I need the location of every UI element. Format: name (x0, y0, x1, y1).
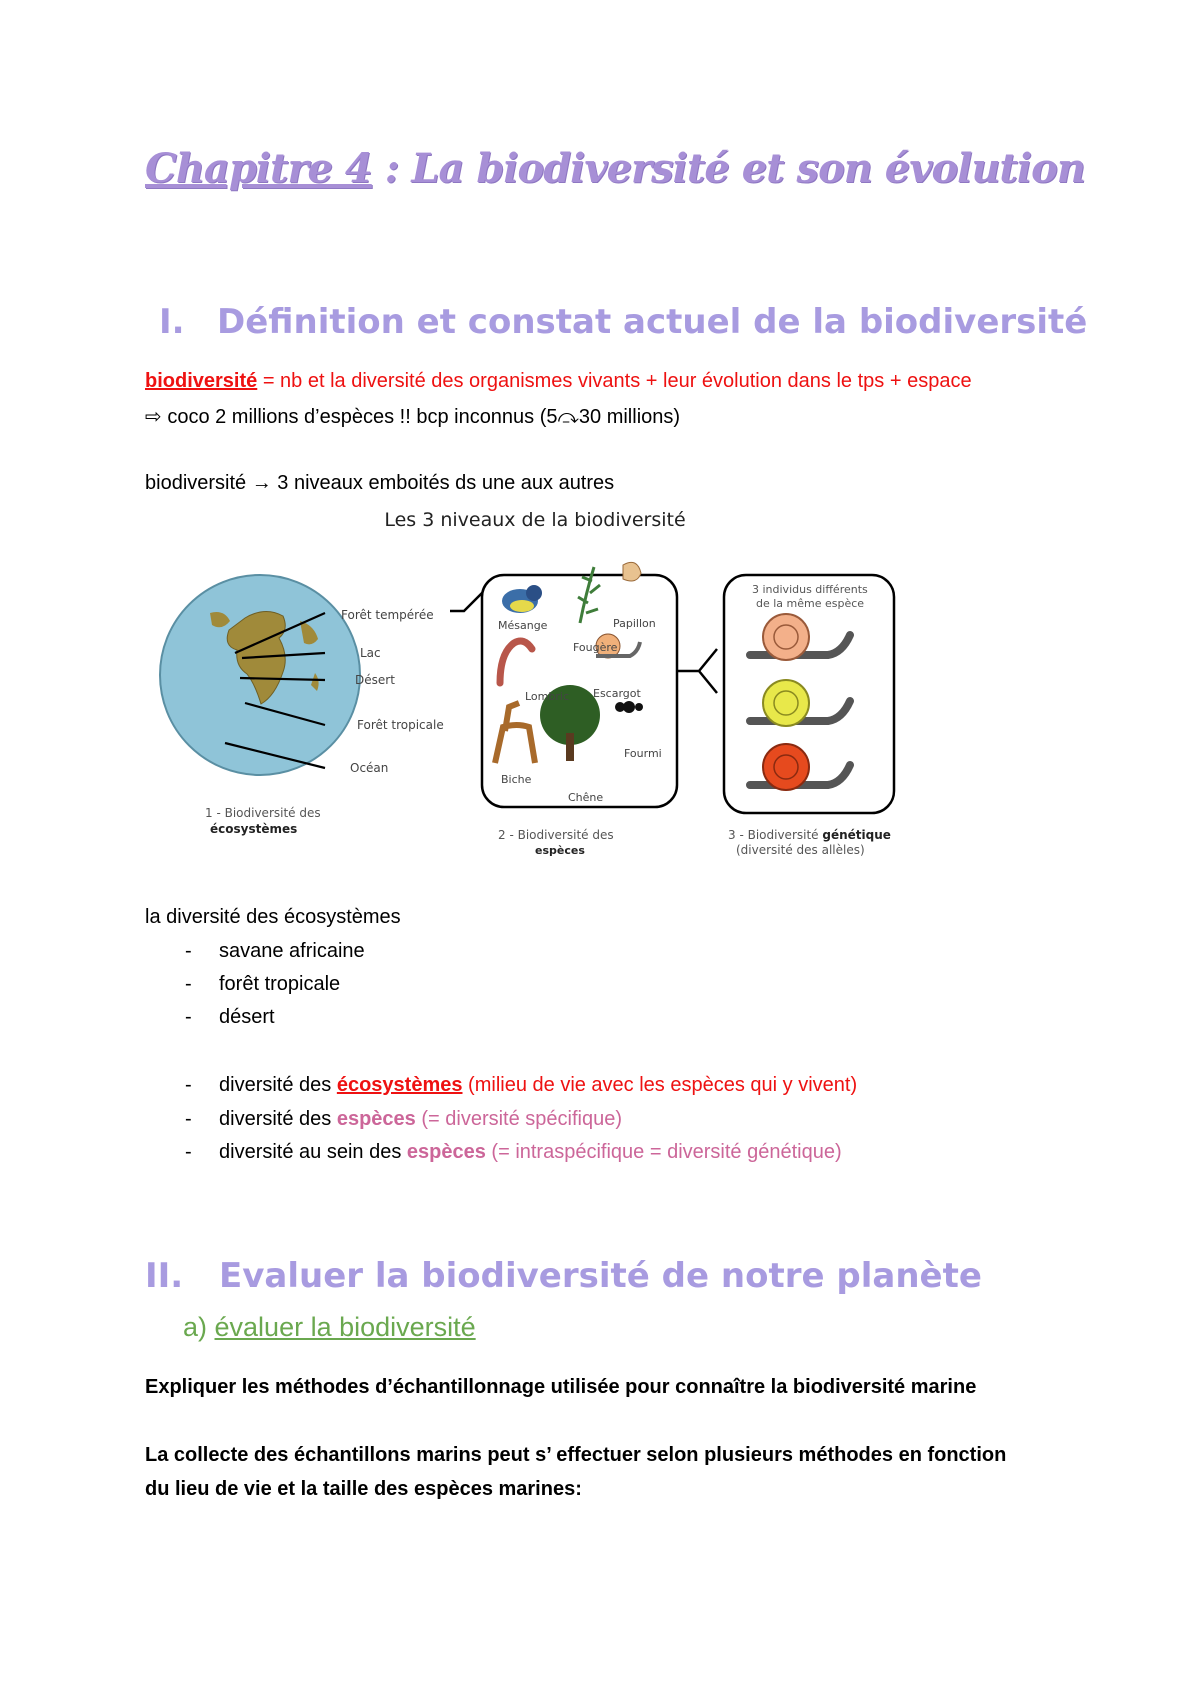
biodiversity-levels-figure (150, 503, 920, 863)
figure-title: Les 3 niveaux de la biodiversité (384, 509, 686, 531)
caption-3-line-1 (728, 828, 891, 842)
level-item-species: - diversité des espèces (= diversité spécifique) (185, 1108, 623, 1130)
species-label-6: Fourmi (624, 747, 662, 760)
species-label-5: Biche (501, 773, 532, 786)
ecosystems-heading: la diversité des écosystèmes (145, 906, 401, 928)
species-label-2: Fougère (573, 641, 618, 654)
genetic-box (724, 575, 894, 813)
level-detail: (= intraspécifique = diversité génétique) (485, 1141, 842, 1163)
chapter-subtitle: : La biodiversité et son évolution (371, 145, 1085, 192)
ecosystem-item: - désert (185, 1006, 275, 1028)
ecosystem-item: - forêt tropicale (185, 973, 341, 995)
paragraph-collection-line-2: du lieu de vie et la taille des espèces marines: (145, 1478, 582, 1500)
globe-label-2: Désert (355, 673, 395, 687)
species-count-line: ⇨ coco 2 millions d’espèces !! bcp inconnus (5⤼30 millions) (145, 406, 681, 428)
chapter-title (145, 145, 1085, 192)
globe-label-1: Lac (360, 646, 381, 660)
level-keyword: espèces (336, 1108, 416, 1130)
section-1-heading (145, 302, 1087, 342)
subsection-a-heading (183, 1312, 476, 1343)
species-label-3: Lombric (525, 690, 569, 703)
species-label-1: Papillon (613, 617, 656, 630)
caption-3-line-2: (diversité des allèles) (736, 843, 865, 857)
definition-term: biodiversité (145, 370, 258, 392)
globe-label-4: Océan (350, 761, 389, 775)
snail-header-2: de la même espèce (756, 597, 865, 610)
paragraph-collection-line-1: La collecte des échantillons marins peut s’ effectuer selon plusieurs méthodes en fonction (145, 1444, 1007, 1466)
caption-3-line-1-b: génétique (822, 828, 891, 842)
caption-1-line-2: écosystèmes (210, 822, 298, 836)
paragraph-methods: Expliquer les méthodes d’échantillonnage utilisée pour connaître la biodiversité marine (145, 1376, 977, 1398)
globe-illustration (160, 575, 360, 775)
species-label-4: Escargot (593, 687, 641, 700)
ecosystem-item: - savane africaine (185, 940, 365, 962)
snail-header-1: 3 individus différents (752, 583, 868, 596)
chapter-number: Chapitre 4 (145, 145, 372, 192)
globe-label-3: Forêt tropicale (357, 718, 444, 732)
bracket-to-genetic (677, 649, 717, 693)
level-item-ecosystems: - diversité des écosystèmes (milieu de vie avec les espèces qui y vivent) (185, 1074, 858, 1096)
figure-illustration (150, 503, 920, 863)
level-keyword: espèces (406, 1141, 486, 1163)
levels-intro-line: biodiversité → 3 niveaux emboités ds une aux autres (145, 472, 615, 494)
section-2-heading (145, 1256, 982, 1296)
level-detail: (= diversité spécifique) (415, 1108, 623, 1130)
definition-text: = nb et la diversité des organismes vivants + leur évolution dans le tps + espace (257, 370, 972, 392)
subsection-a-title: évaluer la biodiversité (214, 1312, 476, 1342)
section-2-number: II. (145, 1256, 184, 1296)
level-item-genetic: - diversité au sein des espèces (= intraspécifique = diversité génétique) (185, 1141, 842, 1163)
level-keyword: écosystèmes (336, 1074, 463, 1096)
caption-2-line-2: espèces (535, 844, 585, 857)
section-1-title: Définition et constat actuel de la biodiversité (217, 302, 1088, 342)
section-1-number: I. (159, 302, 185, 342)
section-2-title: Evaluer la biodiversité de notre planète (219, 1256, 982, 1296)
definition-line (145, 370, 972, 393)
caption-3-line-1-a: 3 - Biodiversité (728, 828, 823, 842)
caption-1-line-1: 1 - Biodiversité des (205, 806, 321, 820)
globe-label-0: Forêt tempérée (341, 608, 434, 622)
species-label-7: Chêne (568, 791, 604, 804)
subsection-a-letter: a) (183, 1312, 215, 1342)
caption-2-line-1: 2 - Biodiversité des (498, 828, 614, 842)
level-detail: (milieu de vie avec les espèces qui y vivent) (462, 1074, 858, 1096)
species-label-0: Mésange (498, 619, 548, 632)
